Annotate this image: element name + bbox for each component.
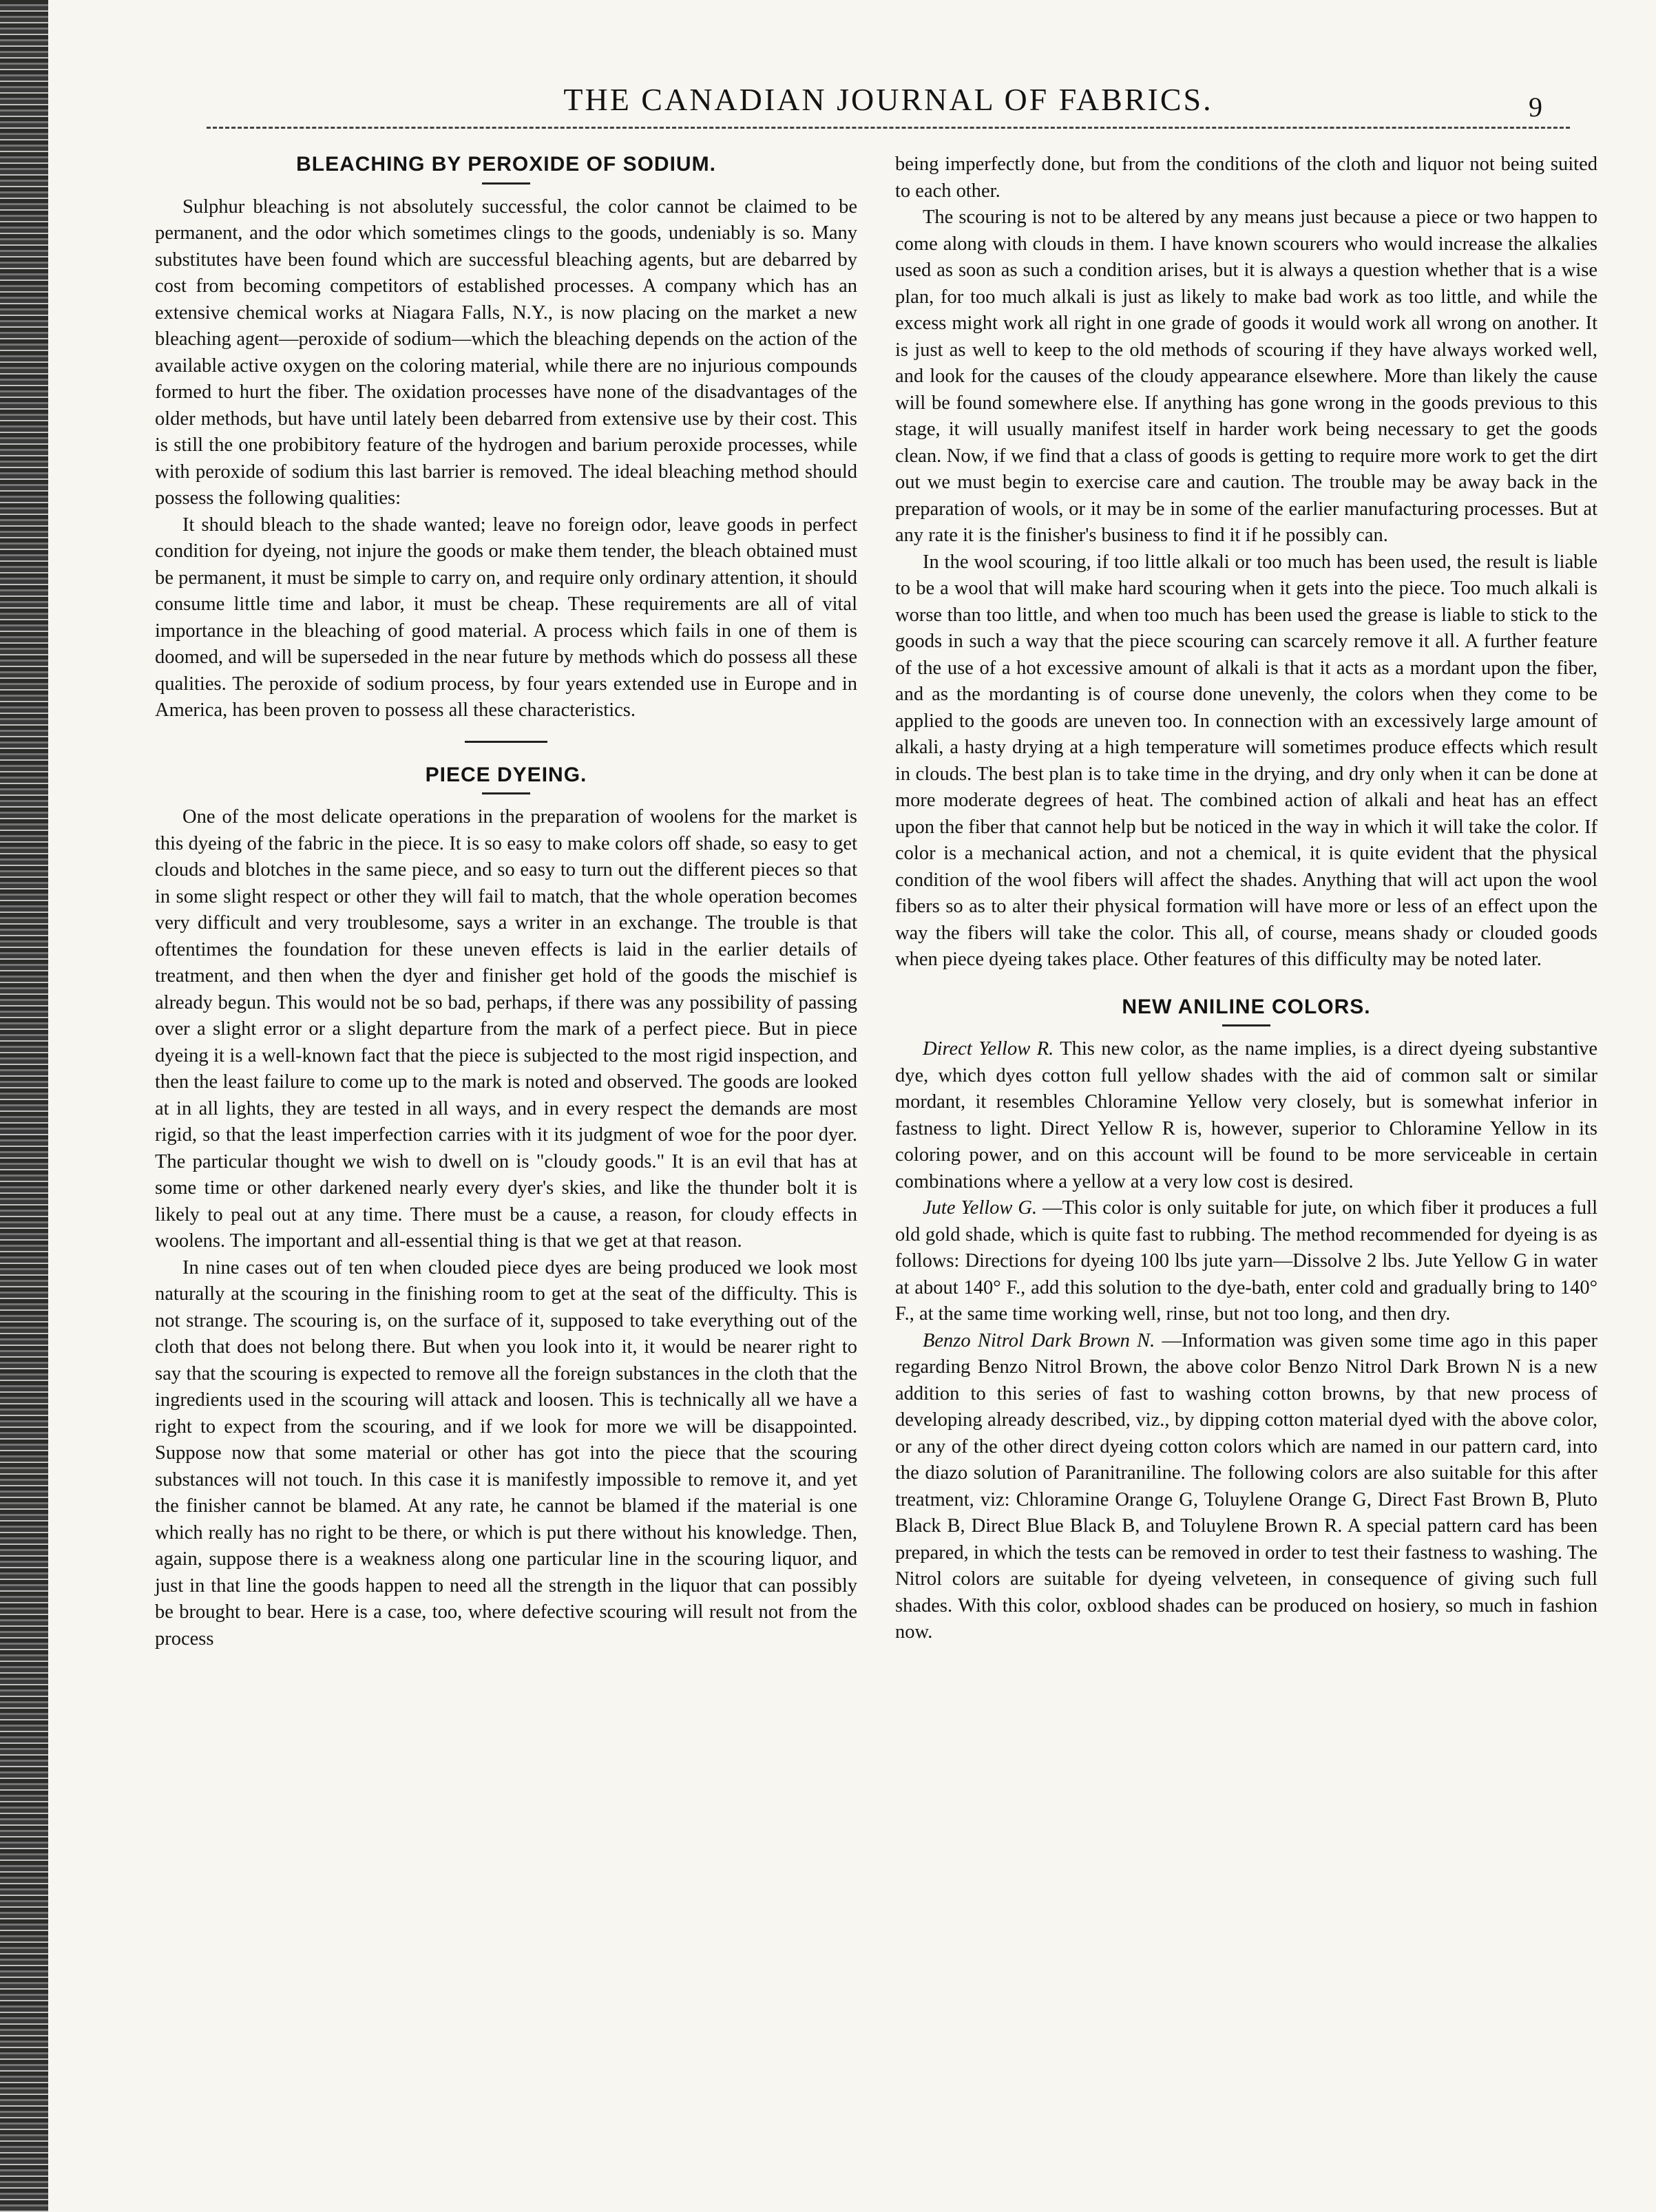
piece-dyeing-paragraph-1: One of the most delicate operations in the preparation of woolens for the market is this dyeing of the fabric in the piece. It is so easy to make colors off shade, so easy to get clouds and blotches in the same piece, and so easy to turn out the different pieces so that in some slight respect or other they will fail to match, that the whole operation becomes very difficult and very troublesome, says a writer in an exchange. The trouble is that oftentimes the foundation for these uneven effects is laid in the earlier details of treatment, and then when the dyer and finisher get hold of the goods the mischief is already begun. This would not be so bad, perhaps, if there was any possibility of passing over a slight error or a slight departure from the mark of a perfect piece. But in piece dyeing it is a well-known fact that the piece is subjected to the most rigid inspection, and then the least failure to come up to the mark is noted and observed. The goods are looked at in all lights, they are tested in all ways, and in every respect the demands are most rigid, so that the least imperfection carries with it its judgment of woe for the poor dyer. The particular thought we wish to dwell on is "cloudy goods." It is an evil that has at some time or other darkened nearly every dyer's skies, and like the thunder bolt it is likely to peal out at any time. There must be a cause, a reason, for cloudy effects in woolens. The important and all-essential thing is that we get at that reason.: [155, 806, 857, 1252]
journal-title: THE CANADIAN JOURNAL OF FABRICS.: [563, 82, 1213, 117]
title-rule: [1222, 1024, 1270, 1026]
benzo-nitrol-text: —Information was given some time ago in this paper regarding Benzo Nitrol Brown, the above color Benzo Nitrol Dark Brown N is a new addition to this series of fast to washing cotton browns, by that new process of developing already described, viz., by dipping cotton material dyed with the above color, or any of the other direct dyeing cotton colors which are named in our pattern card, into the diazo solution of Paranitraniline. The following colors are also suitable for this after treatment, viz: Chloramine Orange G, Toluylene Orange G, Direct Fast Brown B, Pluto Black B, Direct Blue Black B, and Toluylene Brown R. A special pattern card has been prepared, in which the tests can be removed in order to test their fastness to washing. The Nitrol colors are suitable for dyeing velveteen, in consequence of giving such full shades. With this color, oxblood shades can be produced on hosiery, so much in fashion now.: [895, 1329, 1598, 1643]
direct-yellow-text: This new color, as the name implies, is a direct dyeing substantive dye, which dyes cotton full yellow shades with the aid of common salt or similar mordant, it resembles Chloramine Yellow very closely, but is somewhat inferior in fastness to light. Direct Yellow R is, however, superior to Chloramine Yellow in its coloring power, and on this account will be found to be more serviceable in certain combinations where a yellow at a very low cost is desired.: [895, 1038, 1597, 1192]
page-binding-edge: [0, 0, 48, 2212]
bleaching-paragraph-1: Sulphur bleaching is not absolutely successful, the color cannot be claimed to be permanent, and the odor which sometimes clings to the goods, undeniably is so. Many substitutes have been found which are successful bleaching agents, but are debarred by cost from becoming competitors of established processes. A company which has an extensive chemical works at Niagara Falls, N.Y., is now placing on the market a new bleaching agent—peroxide of sodium—which the bleaching depends on the action of the available active oxygen on the coloring material, while there are no injurious compounds formed to hurt the fiber. The oxidation processes have none of the disadvantages of the older methods, but have until lately been debarred from extensive use by their cost. This is still the one probibitory feature of the hydrogen and barium peroxide processes, while with peroxide of sodium this last barrier is removed. The ideal bleaching method should possess the following qualities:: [155, 196, 857, 509]
piece-dyeing-paragraph-4: In the wool scouring, if too little alkali or too much has been used, the result is liable to be a wool that will make hard scouring when it gets into the piece. Too much alkali is worse than too little, and when too much has been used the grease is liable to stick to the goods in such a way that the piece scouring can scarcely remove it all. A further feature of the use of a hot excessive amount of alkali is that it acts as a mordant upon the fiber, and as the mordanting is of course done unevenly, the colors when they come to be applied to the goods are uneven too. In connection with an excessively large amount of alkali, a hasty drying at a high temperature will sometimes produce effects which result in clouds. The best plan is to take time in the drying, and dry only when it can be done at more moderate degrees of heat. The combined action of alkali and heat has an effect upon the fiber that cannot help but be noticed in the way in which it will take the color. If color is a mechanical action, and not a chemical, it is quite evident that the physical condition of the wool fibers will affect the shades. Anything that will act upon the wool fibers so as to alter their physical formation will have more or less of an effect upon the way the fibers will take the color. This all, of course, means shady or clouded goods when piece dyeing takes place. Other features of this difficulty may be noted later.: [895, 551, 1597, 970]
title-rule: [482, 792, 530, 794]
page-number: 9: [1529, 92, 1542, 123]
piece-dyeing-continued: being imperfectly done, but from the conditions of the cloth and liquor not being suited to each other.: [895, 154, 1597, 202]
bleaching-paragraph-2: It should bleach to the shade wanted; leave no foreign odor, leave goods in perfect condition for dyeing, not injure the goods or make them tender, the bleach obtained must be permanent, it must be simple to carry on, and require only ordinary attention, it should consume little time and labor, it must be cheap. These requirements are all of vital importance in the bleaching of good material. A process which fails in one of them is doomed, and will be superseded in the near future by methods which do possess all these qualities. The peroxide of sodium process, by four years extended use in Europe and in America, has been proven to possess all these characteristics.: [155, 514, 857, 721]
left-column: [155, 151, 857, 1652]
benzo-nitrol-entry: [895, 1328, 1597, 1646]
benzo-nitrol-name: Benzo Nitrol Dark Brown N.: [923, 1329, 1155, 1351]
jute-yellow-text: —This color is only suitable for jute, on which fiber it produces a full old gold shade, which is quite fast to rubbing. The method recommended for dyeing is as follows: Directions for dyeing 100 lbs jute yarn—Dissolve 2 lbs. Jute Yellow G in water at about 140° F., add this solution to the dye-bath, enter cold and gradually bring to 140° F., at the same time working well, rinse, but not too long, and then dry.: [895, 1197, 1598, 1325]
direct-yellow-entry: [895, 1036, 1597, 1195]
direct-yellow-name: Direct Yellow R.: [923, 1038, 1054, 1060]
page-header: [207, 81, 1570, 143]
section-separator: [465, 741, 547, 743]
jute-yellow-entry: [895, 1195, 1597, 1328]
right-column: [895, 151, 1597, 1646]
article-title-piece-dyeing: PIECE DYEING.: [425, 763, 587, 786]
article-title-bleaching: BLEACHING BY PEROXIDE OF SODIUM.: [296, 153, 716, 176]
piece-dyeing-paragraph-2: In nine cases out of ten when clouded piece dyes are being produced we look most naturally at the scouring in the finishing room to get at the seat of the difficulty. This is not strange. The scouring is, on the surface of it, supposed to take everything out of the cloth that does not belong there. But when you look into it, it would be nearer right to say that the scouring is expected to remove all the foreign substances in the cloth that the ingredients used in the scouring will attack and loosen. This is technically all we have a right to expect from the scouring, and if we look for more we will be disappointed. Suppose now that some material or other has got into the piece that the scouring substances will not touch. In this case it is manifestly impossible to remove it, and yet the finisher cannot be blamed. At any rate, he cannot be blamed if the material is one which really has no right to be there, or which is put there without his knowledge. Then, again, suppose there is a weakness along one particular line in the scouring liquor, and just in that line the goods happen to need all the strength in the liquor that can possibly be brought to bear. Here is a case, too, where defective scouring will result not from the process: [155, 1256, 857, 1650]
jute-yellow-name: Jute Yellow G.: [923, 1197, 1038, 1219]
article-title-aniline: NEW ANILINE COLORS.: [1122, 995, 1371, 1018]
header-rule: [207, 127, 1570, 129]
title-rule: [482, 182, 530, 185]
piece-dyeing-paragraph-3: The scouring is not to be altered by any means just because a piece or two happen to come along with clouds in them. I have known scourers who would increase the alkalies used as soon as such a condition arises, but it is always a question whether that is a wise plan, for too much alkali is just as likely to make bad work as too little, and while the excess might work all right in one grade of goods it would work all wrong on another. It is just as well to keep to the old methods of scouring if they have always worked well, and look for the causes of the cloudy appearance elsewhere. More than likely the cause will be found somewhere else. If anything has gone wrong in the goods previous to this stage, it will usually manifest itself in harder work being necessary to get the goods clean. Now, if we find that a class of goods is getting to require more work to get the dirt out we must begin to exercise care and caution. The trouble may be away back in the preparation of wools, or it may be in some of the earlier manufacturing processes. But at any rate it is the finisher's business to find it if he possibly can.: [895, 207, 1597, 546]
